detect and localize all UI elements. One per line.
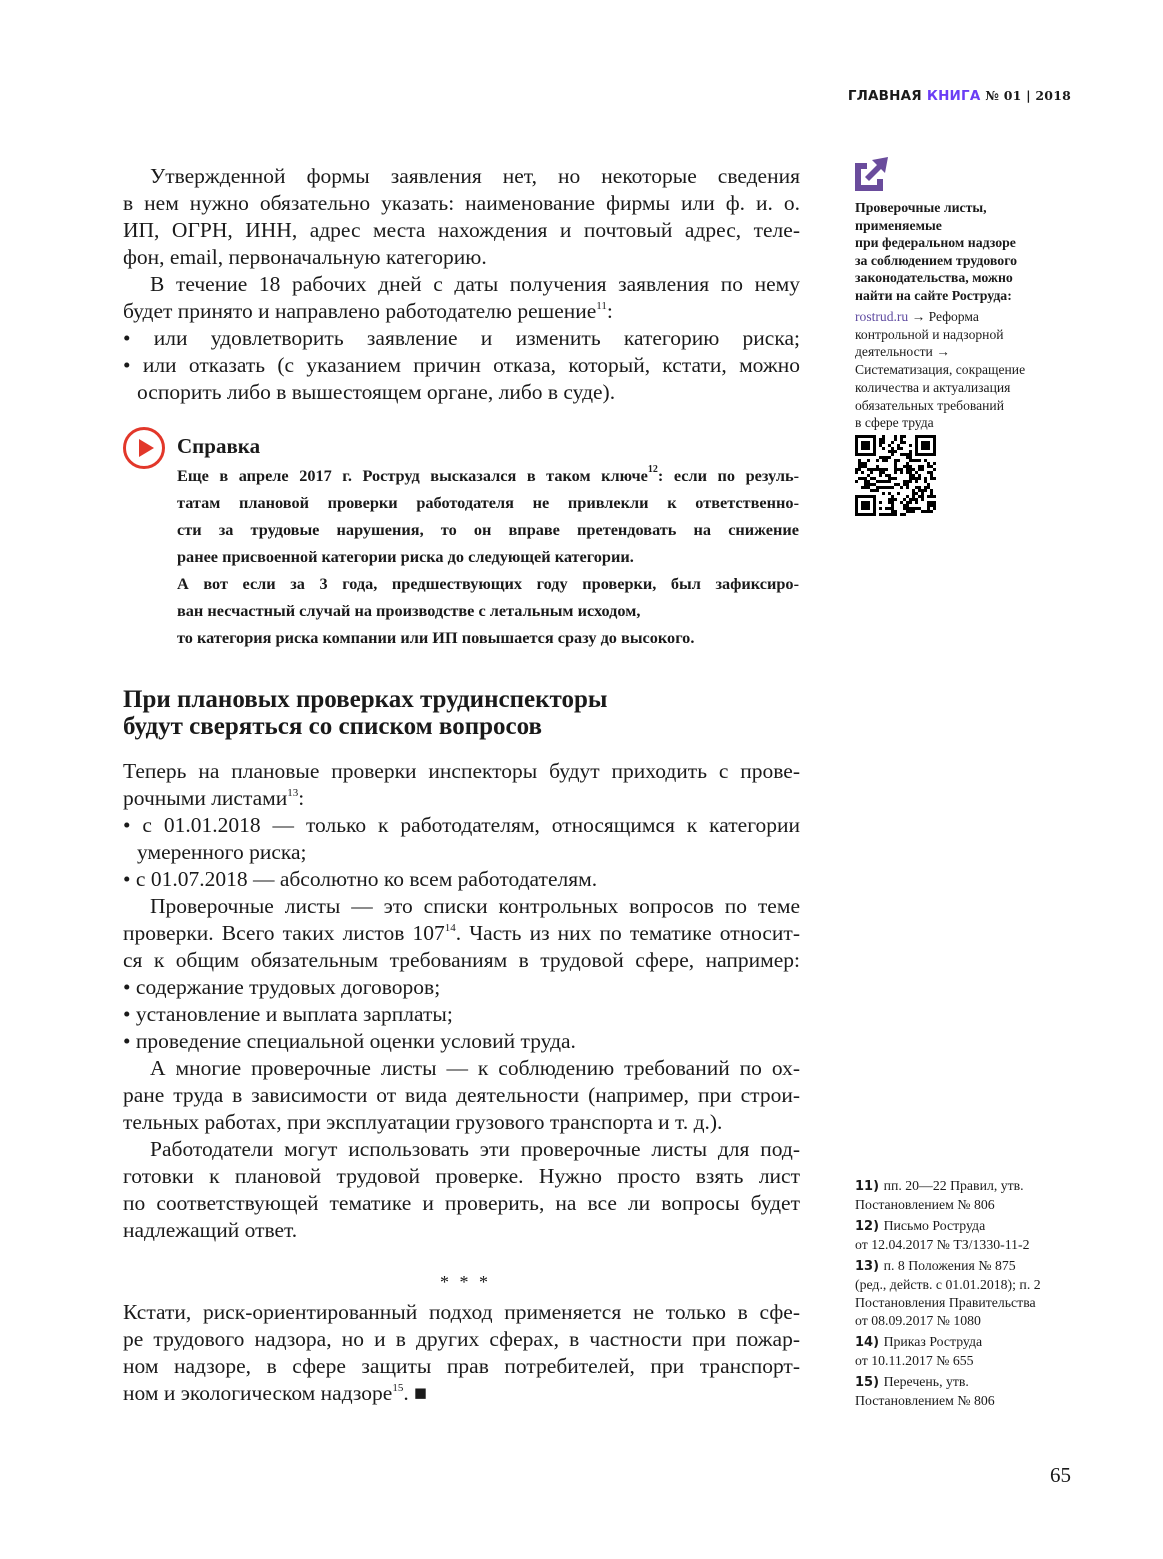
path-line: количества и актуализация	[855, 379, 1011, 395]
text-line: Работодатели могут использовать эти проверочные листы для под-	[150, 1137, 800, 1161]
footnote-number: 14)	[855, 1335, 884, 1350]
sidebar-line: за соблюдением трудового	[855, 252, 1018, 268]
footnote	[855, 1257, 1070, 1330]
footnote-line: от 10.11.2017 № 655	[855, 1353, 974, 1368]
footnote-line: от 12.04.2017 № ТЗ/1330-11-2	[855, 1237, 1030, 1252]
footnote-line: от 08.09.2017 № 1080	[855, 1313, 981, 1328]
text-line: • с 01.01.2018 — только к работодателям, относящимся к категории	[123, 813, 800, 837]
sidebar-line: при федеральном надзоре	[855, 235, 1016, 251]
text-line: • с 01.07.2018 — абсолютно ко всем работодателям.	[123, 867, 598, 891]
footnote-number: 12)	[855, 1219, 884, 1234]
text-line: Проверочные листы — это списки контрольных вопросов по теме	[150, 894, 800, 918]
footnote-line: 15) Перечень, утв.	[855, 1374, 969, 1390]
footnote-number: 13)	[855, 1259, 884, 1274]
issue-number: № 01 | 2018	[985, 88, 1071, 103]
footnote-line: 14) Приказ Роструда	[855, 1334, 983, 1350]
text-line: ван несчастный случай на производстве с летальным исходом,	[177, 601, 641, 620]
brand-name: ГЛАВНАЯ	[847, 88, 922, 104]
qr-code-icon[interactable]	[855, 435, 936, 516]
sidebar-line: законодательства, можно	[855, 270, 1013, 286]
section-text	[123, 758, 800, 1244]
text-line: тельных работах, при эксплуатации грузового транспорта и т. д.).	[123, 1110, 723, 1134]
play-circle-icon	[123, 427, 165, 469]
text-line: оспорить либо в вышестоящем органе, либо в суде).	[137, 380, 616, 404]
text-line: то категория риска компании или ИП повышается сразу до высокого.	[177, 628, 695, 647]
rostrud-link[interactable]: rostrud.ru	[855, 309, 909, 324]
footnote-line: Постановлением № 806	[855, 1393, 995, 1408]
running-header	[848, 88, 1071, 104]
text-line: А вот если за 3 года, предшествующих году проверки, был зафиксиро-	[177, 574, 799, 593]
path-line: деятельности →	[855, 344, 950, 360]
page-number: 65	[1050, 1463, 1071, 1487]
text-line: Теперь на плановые проверки инспекторы будут приходить с прове-	[123, 759, 800, 783]
text-line: в нем нужно обязательно указать: наименование фирмы или ф. и. о.	[123, 191, 800, 215]
section-heading	[123, 686, 607, 740]
sidebar-line: найти на сайте Роструда:	[855, 287, 1012, 303]
footnote-number: 11)	[855, 1179, 884, 1194]
intro-text	[123, 163, 800, 406]
external-link-icon	[855, 157, 889, 191]
footnotes	[855, 1177, 1070, 1413]
footnote	[855, 1373, 1070, 1410]
text-line: татам плановой проверки работодателя не привлекли к ответственно-	[177, 493, 799, 512]
text-line: • проведение специальной оценки условий труда.	[123, 1029, 576, 1053]
footnote-number: 15)	[855, 1375, 884, 1390]
text-line: ном надзоре, в сфере защиты прав потребителей, при транспорт-	[123, 1354, 800, 1378]
text-line: сти за трудовые нарушения, то он вправе претендовать на снижение	[177, 520, 799, 539]
text-line: ране труда в зависимости от вида деятельности (например, при строи-	[123, 1083, 800, 1107]
heading-line: При плановых проверках трудинспекторы	[123, 686, 608, 713]
path-text: → Реформа	[908, 309, 979, 324]
footnote-line: (ред., действ. с 01.01.2018); п. 2	[855, 1277, 1041, 1292]
text-line: • или удовлетворить заявление и изменить категорию риска;	[123, 326, 800, 350]
brand-name-accent: КНИГА	[926, 88, 981, 104]
text-line: Кстати, риск-ориентированный подход применяется не только в сфе-	[123, 1300, 800, 1324]
footnote-line: Постановлением № 806	[855, 1197, 995, 1212]
text-line: А многие проверочные листы — к соблюдению требований по ох-	[150, 1056, 800, 1080]
text-line: • установление и выплата зарплаты;	[123, 1002, 453, 1026]
text-line: готовки к плановой трудовой проверке. Нужно просто взять лист	[123, 1164, 800, 1188]
text-line: будет принято и направлено работодателю решение$^{11}$:	[123, 299, 613, 323]
path-line: контрольной и надзорной	[855, 326, 1004, 342]
text-line: фон, email, первоначальную категорию.	[123, 245, 487, 269]
text-line: • или отказать (с указанием причин отказа, который, кстати, можно	[123, 353, 800, 377]
text-line: ИП, ОГРН, ИНН, адрес места нахождения и почтовый адрес, теле-	[123, 218, 800, 242]
separator: * * *	[440, 1272, 491, 1292]
path-line: в сфере труда	[855, 415, 934, 431]
text-line: ном и экологическом надзоре$^{15}$. ■	[123, 1381, 428, 1405]
text-line: ся к общим обязательным требованиям в трудовой сфере, например:	[123, 948, 800, 972]
footnote-line: 12) Письмо Роструда	[855, 1218, 986, 1234]
spravka-title: Справка	[177, 434, 261, 458]
sidebar-note-title	[855, 199, 1070, 305]
text-line: проверки. Всего таких листов $107^{14}$. Часть из них по тематике относит-	[123, 921, 800, 945]
text-line: по соответствующей тематике и проверить, на все ли вопросы будет	[123, 1191, 800, 1215]
text-line: ре трудового надзора, но и в других сферах, в частности при пожар-	[123, 1327, 800, 1351]
spravka-body	[177, 462, 799, 651]
footnote	[855, 1217, 1070, 1254]
footnote	[855, 1177, 1070, 1214]
path-line: обязательных требований	[855, 397, 1004, 413]
heading-line: будут сверяться со списком вопросов	[123, 713, 542, 740]
footnote-line: 13) п. 8 Положения № 875	[855, 1258, 1016, 1274]
text-line: Еще в апреле 2017 г. Роструд высказался в таком ключе$^{12}$: если по резуль-	[177, 464, 799, 485]
text-line: умеренного риска;	[137, 840, 307, 864]
sidebar-line: применяемые	[855, 217, 942, 233]
footnote-line: 11) пп. 20—22 Правил, утв.	[855, 1178, 1024, 1194]
path-line: Систематизация, сокращение	[855, 362, 1026, 378]
text-line: Утвержденной формы заявления нет, но некоторые сведения	[150, 164, 800, 188]
text-line: ранее присвоенной категории риска до следующей категории.	[177, 547, 634, 566]
text-line: надлежащий ответ.	[123, 1218, 298, 1242]
footnote	[855, 1333, 1070, 1370]
sidebar-line: Проверочные листы,	[855, 200, 987, 215]
sidebar-path	[855, 308, 1070, 432]
text-line: рочными листами$^{13}$:	[123, 786, 305, 810]
closing-text	[123, 1299, 800, 1407]
text-line: • содержание трудовых договоров;	[123, 975, 441, 999]
text-line: В течение 18 рабочих дней с даты получения заявления по нему	[150, 272, 800, 296]
footnote-line: Постановления Правительства	[855, 1295, 1036, 1310]
